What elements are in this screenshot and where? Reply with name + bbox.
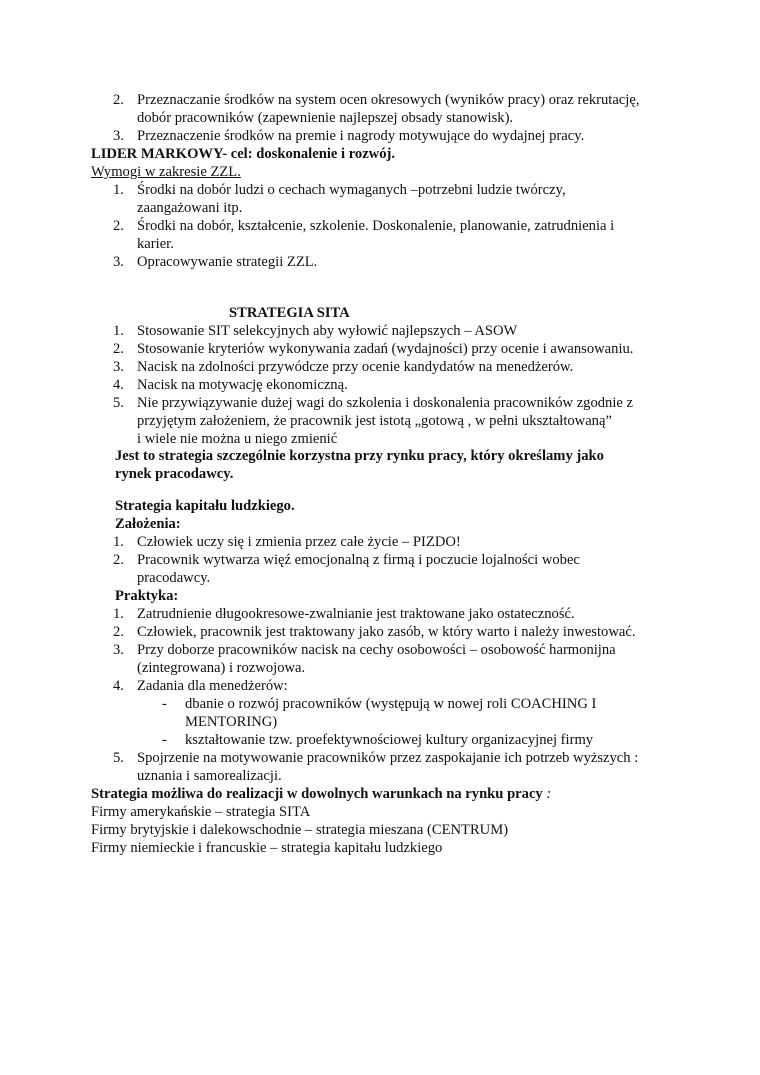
list-item-line: uznania i samorealizacji. xyxy=(137,768,282,784)
list-number: 1. xyxy=(113,606,124,622)
list-number: 2. xyxy=(113,341,124,357)
list-number: 1. xyxy=(113,534,124,550)
final-heading-tail: : xyxy=(542,786,552,802)
list-item-line: Nie przywiązywanie dużej wagi do szkolenia i doskonalenia pracowników zgodnie z xyxy=(137,395,634,411)
list-item-line: Zatrudnienie długookresowe-zwalnianie jest traktowane jako ostateczność. xyxy=(137,606,575,622)
dash-bullet: - xyxy=(162,732,167,748)
list-number: 3. xyxy=(113,642,124,658)
list-number: 4. xyxy=(113,678,124,694)
list-item-line: Nacisk na zdolności przywódcze przy ocenie kandydatów na menedżerów. xyxy=(137,359,574,375)
list-number: 3. xyxy=(113,359,124,375)
final-heading xyxy=(91,785,551,803)
list-item-line: Stosowanie SIT selekcyjnych aby wyłowić najlepszych – ASOW xyxy=(137,323,518,339)
final-line: Firmy brytyjskie i dalekowschodnie – strategia mieszana (CENTRUM) xyxy=(91,822,509,838)
list-item-line: pracodawcy. xyxy=(137,570,211,586)
list-item-line: dobór pracowników (zapewnienie najlepszej obsady stanowisk). xyxy=(137,110,514,126)
subsection-label: Założenia: xyxy=(115,516,181,532)
list-number: 3. xyxy=(113,254,124,270)
conclusion-line: Jest to strategia szczególnie korzystna przy rynku pracy, który określamy jako xyxy=(115,448,604,464)
list-number: 1. xyxy=(113,323,124,339)
final-line: Firmy amerykańskie – strategia SITA xyxy=(91,804,311,820)
list-item-line: Przeznaczanie środków na system ocen okresowych (wyników pracy) oraz rekrutację, xyxy=(137,92,640,108)
list-number: 3. xyxy=(113,128,124,144)
list-number: 2. xyxy=(113,624,124,640)
list-item-line: Opracowywanie strategii ZZL. xyxy=(137,254,318,270)
list-number: 2. xyxy=(113,552,124,568)
list-item-line: przyjętym założeniem, że pracownik jest istotą „gotową , w pełni ukształtowaną” xyxy=(137,413,612,429)
list-item-line: Człowiek, pracownik jest traktowany jako zasób, w który warto i należy inwestować. xyxy=(137,624,636,640)
list-item-line: Przeznaczenie środków na premie i nagrody motywujące do wydajnej pracy. xyxy=(137,128,585,144)
sub-item-line: dbanie o rozwój pracowników (występują w nowej roli COACHING I xyxy=(185,696,597,712)
subsection-label: Praktyka: xyxy=(115,588,179,604)
sub-item-line: kształtowanie tzw. proefektywnościowej kultury organizacyjnej firmy xyxy=(185,732,594,748)
list-number: 5. xyxy=(113,395,124,411)
list-number: 4. xyxy=(113,377,124,393)
section-title: STRATEGIA SITA xyxy=(229,305,350,321)
list-item-line: Środki na dobór, kształcenie, szkolenie. Doskonalenie, planowanie, zatrudnienia i xyxy=(137,218,615,234)
list-number: 5. xyxy=(113,750,124,766)
list-item-line: Pracownik wytwarza więź emocjonalną z firmą i poczucie lojalności wobec xyxy=(137,552,580,568)
list-item-line: Zadania dla menedżerów: xyxy=(137,678,288,694)
list-item-line: karier. xyxy=(137,236,174,252)
list-item-line: Przy doborze pracowników nacisk na cechy osobowości – osobowość harmonijna xyxy=(137,642,616,658)
list-item-line: zaangażowani itp. xyxy=(137,200,243,216)
dash-bullet: - xyxy=(162,696,167,712)
section-heading: LIDER MARKOWY- cel: doskonalenie i rozwój. xyxy=(91,146,396,162)
list-number: 2. xyxy=(113,218,124,234)
final-heading-text: Strategia możliwa do realizacji w dowolnych warunkach na rynku pracy xyxy=(91,786,543,802)
list-item-line: (zintegrowana) i rozwojowa. xyxy=(137,660,306,676)
list-item-line: Środki na dobór ludzi o cechach wymaganych –potrzebni ludzie twórczy, xyxy=(137,182,566,198)
section-subheading: Wymogi w zakresie ZZL. xyxy=(91,164,241,180)
sub-item-line: MENTORING) xyxy=(185,714,278,730)
list-item-line: Stosowanie kryteriów wykonywania zadań (wydajności) przy ocenie i awansowaniu. xyxy=(137,341,634,357)
list-number: 1. xyxy=(113,182,124,198)
final-line: Firmy niemieckie i francuskie – strategia kapitału ludzkiego xyxy=(91,840,443,856)
list-item-line: Spojrzenie na motywowanie pracowników przez zaspokajanie ich potrzeb wyższych : xyxy=(137,750,639,766)
list-number: 2. xyxy=(113,92,124,108)
conclusion-line: rynek pracodawcy. xyxy=(115,466,234,482)
list-item-line: Nacisk na motywację ekonomiczną. xyxy=(137,377,348,393)
list-item-line: Człowiek uczy się i zmienia przez całe życie – PIZDO! xyxy=(137,534,461,550)
section-title: Strategia kapitału ludzkiego. xyxy=(115,498,295,514)
list-item-line: i wiele nie można u niego zmienić xyxy=(137,431,338,447)
